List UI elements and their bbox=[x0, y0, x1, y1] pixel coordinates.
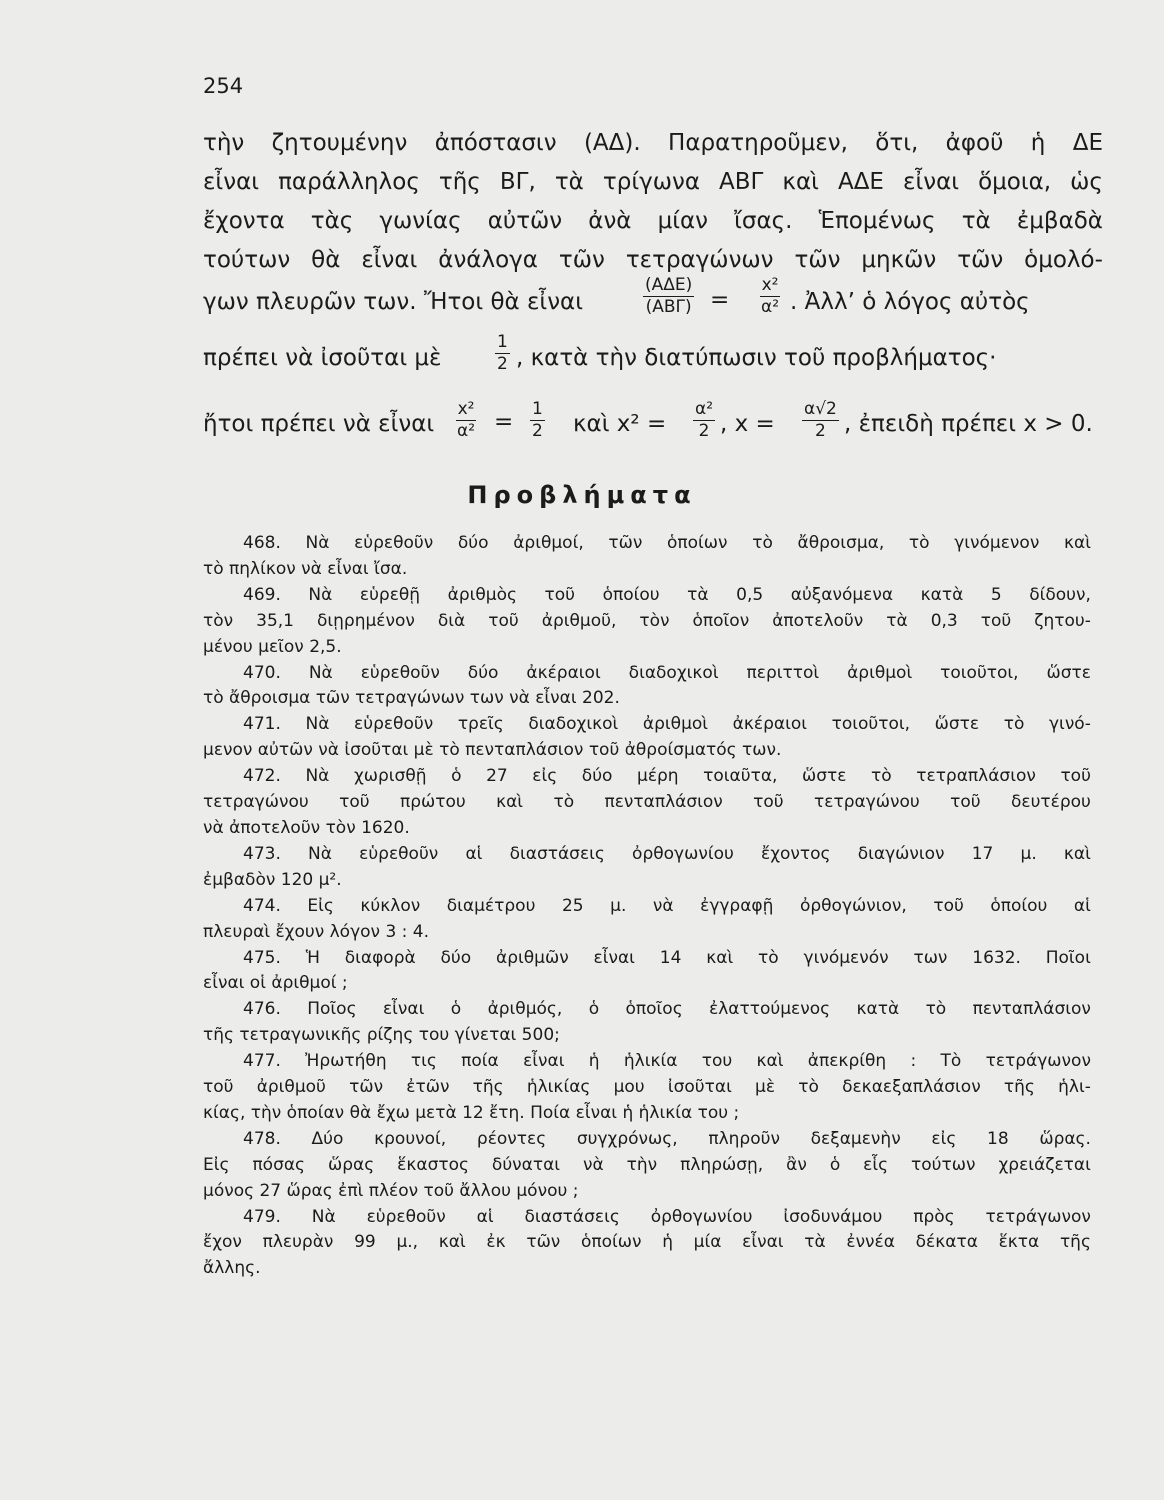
problem-line: τοῦ ἀριθμοῦ τῶν ἐτῶν τῆς ἡλικίας μου ἰσοῦται μὲ τὸ δεκαεξαπλάσιον τῆς ἡλι- bbox=[203, 1077, 1091, 1098]
problem-item bbox=[203, 764, 1091, 842]
problem-line: ἄλλης. bbox=[203, 1258, 261, 1279]
intro-word: τρίγωνα bbox=[602, 169, 700, 195]
equals-sign: = bbox=[710, 287, 730, 313]
problem-line: μένου μεῖον 2,5. bbox=[203, 636, 342, 657]
problem-item bbox=[203, 946, 1091, 998]
fraction-numerator: 1 bbox=[497, 332, 508, 352]
intro-word: μίαν bbox=[657, 208, 709, 234]
problem-item bbox=[203, 531, 1091, 583]
intro-word: ΔΕ bbox=[1072, 130, 1103, 156]
intro-line-7-mid: , x = bbox=[720, 411, 775, 437]
intro-word: εἶναι bbox=[203, 169, 260, 195]
fraction-a-root2-2 bbox=[802, 400, 839, 441]
fraction-numerator: x² bbox=[457, 399, 475, 419]
problem-line: νὰ ἀποτελοῦν τὸν 1620. bbox=[203, 817, 410, 838]
problem-line: Εἰς πόσας ὥρας ἕκαστος δύναται νὰ τὴν πληρώσῃ, ἂν ὁ εἷς τούτων χρειάζεται bbox=[203, 1154, 1091, 1175]
problem-line: 470. Νὰ εὑρεθοῦν δύο ἀκέραιοι διαδοχικοὶ περιττοὶ ἀριθμοὶ τοιοῦτοι, ὥστε bbox=[243, 662, 1091, 683]
intro-line-4 bbox=[203, 247, 1103, 273]
fraction-one-half bbox=[495, 333, 510, 374]
intro-word: ὁμολό- bbox=[1024, 247, 1103, 273]
problems-list bbox=[203, 531, 1091, 1282]
intro-line-6-text: πρέπει νὰ ἰσοῦται μὲ bbox=[203, 345, 442, 371]
problem-line: 473. Νὰ εὑρεθοῦν αἱ διαστάσεις ὀρθογωνίου ἔχοντος διαγώνιον 17 μ. καὶ bbox=[243, 843, 1091, 864]
problem-line: ἐμβαδὸν 120 μ². bbox=[203, 869, 342, 890]
intro-word: ἴσας. bbox=[734, 208, 793, 234]
intro-word: μηκῶν bbox=[861, 247, 937, 273]
intro-line-5-end: . Ἀλλ’ ὁ λόγος αὐτὸς bbox=[790, 289, 1030, 315]
problem-line: μενον αὐτῶν νὰ ἰσοῦται μὲ τὸ πενταπλάσιον τοῦ ἀθροίσματός των. bbox=[203, 740, 782, 761]
fraction-denominator: α² bbox=[457, 421, 476, 441]
fraction-denominator: 2 bbox=[698, 421, 710, 441]
intro-line-6-end: , κατὰ τὴν διατύπωσιν τοῦ προβλήματος· bbox=[516, 345, 997, 371]
intro-word: ἐμβαδὰ bbox=[1016, 208, 1103, 234]
problem-line: 478. Δύο κρουνοί, ρέοντες συγχρόνως, πληροῦν δεξαμενὴν εἰς 18 ὥρας. bbox=[243, 1128, 1091, 1149]
intro-word: τὴν bbox=[203, 130, 245, 156]
intro-word: Ἑπομένως bbox=[818, 208, 936, 234]
problem-line: 475. Ἡ διαφορὰ δύο ἀριθμῶν εἶναι 14 καὶ τὸ γινόμενόν των 1632. Ποῖοι bbox=[243, 947, 1091, 968]
fraction-one-half bbox=[530, 400, 545, 441]
problem-item bbox=[203, 661, 1091, 713]
problem-line: τετραγώνου τοῦ πρώτου καὶ τὸ πενταπλάσιον τοῦ τετραγώνου τοῦ δευτέρου bbox=[203, 792, 1091, 813]
problem-line: 479. Νὰ εὑρεθοῦν αἱ διαστάσεις ὀρθογωνίου ἰσοδυνάμου πρὸς τετράγωνον bbox=[243, 1206, 1091, 1227]
intro-word: ἀνὰ bbox=[588, 208, 632, 234]
intro-line-7-end: , ἐπειδὴ πρέπει x > 0. bbox=[844, 411, 1093, 437]
intro-word: Παρατηροῦμεν, bbox=[668, 130, 848, 156]
problem-line: 468. Νὰ εὑρεθοῦν δύο ἀριθμοί, τῶν ὁποίων τὸ ἄθροισμα, τὸ γινόμενον καὶ bbox=[243, 533, 1091, 553]
intro-word: τὰ bbox=[961, 208, 991, 234]
problem-item bbox=[203, 1205, 1091, 1283]
intro-line-5-text: γων πλευρῶν των. Ἤτοι θὰ εἶναι bbox=[203, 289, 584, 315]
intro-word: τὰ bbox=[554, 169, 584, 195]
section-title: Προβλήματα bbox=[467, 481, 697, 509]
problem-line: τὸ πηλίκον νὰ εἶναι ἴσα. bbox=[203, 558, 408, 579]
fraction-x2-a2 bbox=[759, 276, 781, 317]
problem-item bbox=[203, 842, 1091, 894]
intro-line-1 bbox=[203, 130, 1103, 156]
intro-word: ἡ bbox=[1030, 130, 1046, 156]
intro-word: τετραγώνων bbox=[625, 247, 774, 273]
problem-line: τῆς τετραγωνικῆς ρίζης του γίνεται 500; bbox=[203, 1025, 560, 1046]
problem-line: πλευραὶ ἔχουν λόγον 3 : 4. bbox=[203, 921, 430, 942]
intro-word: ὅτι, bbox=[875, 130, 919, 156]
intro-line-7-text: ἤτοι πρέπει νὰ εἶναι bbox=[203, 411, 435, 437]
problem-line: 471. Νὰ εὑρεθοῦν τρεῖς διαδοχικοὶ ἀριθμοὶ ἀκέραιοι τοιοῦτοι, ὥστε τὸ γινό- bbox=[243, 714, 1091, 735]
intro-word: τῶν bbox=[558, 247, 605, 273]
problem-line: κίας, τὴν ὁποίαν θὰ ἔχω μετὰ 12 ἔτη. Ποία εἶναι ἡ ἡλικία του ; bbox=[203, 1102, 740, 1123]
fraction-denominator: 2 bbox=[815, 421, 826, 441]
problem-item bbox=[203, 1127, 1091, 1205]
intro-line-3 bbox=[203, 208, 1103, 234]
problem-item bbox=[203, 1049, 1091, 1127]
problem-line: μόνος 27 ὥρας ἐπὶ πλέον τοῦ ἄλλου μόνου ; bbox=[203, 1180, 579, 1201]
fraction-denominator: α² bbox=[761, 297, 780, 317]
problem-item bbox=[203, 712, 1091, 764]
problem-line: 476. Ποῖος εἶναι ὁ ἀριθμός, ὁ ὁποῖος ἐλαττούμενος κατὰ τὸ πενταπλάσιον bbox=[243, 999, 1091, 1020]
intro-word: ΒΓ, bbox=[499, 169, 536, 195]
problem-item bbox=[203, 997, 1091, 1049]
intro-word: καὶ bbox=[782, 169, 819, 195]
intro-word: θὰ bbox=[311, 247, 341, 273]
fraction-x2-a2 bbox=[455, 400, 477, 441]
intro-word: ὅμοια, bbox=[978, 169, 1052, 195]
intro-word: τῶν bbox=[957, 247, 1004, 273]
fraction-numerator: α√2 bbox=[804, 399, 837, 419]
fraction-denominator: (ΑΒΓ) bbox=[645, 297, 692, 317]
problem-line: ἔχον πλευρὰν 99 μ., καὶ ἐκ τῶν ὁποίων ἡ μία εἶναι τὰ ἐννέα δέκατα ἕκτα τῆς bbox=[203, 1232, 1091, 1253]
intro-word: αὐτῶν bbox=[487, 208, 563, 234]
intro-word: τούτων bbox=[203, 247, 291, 273]
intro-word: ἔχοντα bbox=[203, 208, 285, 234]
fraction-denominator: 2 bbox=[497, 354, 508, 374]
intro-word: ζητουμένην bbox=[271, 130, 408, 156]
fraction-denominator: 2 bbox=[532, 421, 543, 441]
equals-sign: = bbox=[494, 409, 514, 435]
intro-word: ἀπόστασιν bbox=[434, 130, 557, 156]
intro-word: (ΑΔ). bbox=[583, 130, 641, 156]
problem-line: τὸ ἄθροισμα τῶν τετραγώνων των νὰ εἶναι 202. bbox=[203, 688, 620, 709]
problem-line: 474. Εἰς κύκλον διαμέτρου 25 μ. νὰ ἐγγραφῇ ὀρθογώνιον, τοῦ ὁποίου αἱ bbox=[243, 895, 1091, 916]
fraction-numerator: x² bbox=[761, 275, 779, 295]
fraction-numerator: 1 bbox=[532, 399, 543, 419]
intro-word: τὰς bbox=[310, 208, 354, 234]
fraction-numerator: α² bbox=[695, 399, 714, 419]
intro-word: εἶναι bbox=[903, 169, 960, 195]
intro-word: ἀνάλογα bbox=[438, 247, 538, 273]
intro-word: παράλληλος bbox=[278, 169, 420, 195]
intro-line-2 bbox=[203, 169, 1103, 195]
intro-word: ὡς bbox=[1070, 169, 1103, 195]
problem-line: 469. Νὰ εὑρεθῇ ἀριθμὸς τοῦ ὁποίου τὰ 0,5 αὐξανόμενα κατὰ 5 δίδουν, bbox=[243, 584, 1091, 605]
intro-word: γωνίας bbox=[379, 208, 462, 234]
problem-item bbox=[203, 583, 1091, 661]
intro-word: τῶν bbox=[794, 247, 841, 273]
intro-line-7-kai: καὶ x² = bbox=[573, 411, 667, 437]
page-number: 254 bbox=[203, 74, 244, 98]
intro-word: ΑΔΕ bbox=[837, 169, 884, 195]
fraction-numerator: (ΑΔΕ) bbox=[645, 275, 693, 295]
problem-line: τὸν 35,1 διῃρημένον διὰ τοῦ ἀριθμοῦ, τὸν ὁποῖον ἀποτελοῦν τὰ 0,3 τοῦ ζητου- bbox=[203, 610, 1091, 631]
intro-word: ἀφοῦ bbox=[945, 130, 1004, 156]
intro-word: τῆς bbox=[438, 169, 481, 195]
problem-line: εἶναι οἱ ἀριθμοί ; bbox=[203, 973, 348, 994]
intro-word: εἶναι bbox=[361, 247, 418, 273]
fraction-area-ratio bbox=[643, 276, 694, 317]
intro-word: ΑΒΓ bbox=[719, 169, 764, 195]
problem-item bbox=[203, 894, 1091, 946]
problem-line: 477. Ἠρωτήθη τις ποία εἶναι ἡ ἡλικία του καὶ ἀπεκρίθη : Τὸ τετράγωνον bbox=[243, 1051, 1091, 1072]
fraction-a2-2 bbox=[693, 400, 715, 441]
problem-line: 472. Νὰ χωρισθῇ ὁ 27 εἰς δύο μέρη τοιαῦτα, ὥστε τὸ τετραπλάσιον τοῦ bbox=[243, 766, 1091, 787]
